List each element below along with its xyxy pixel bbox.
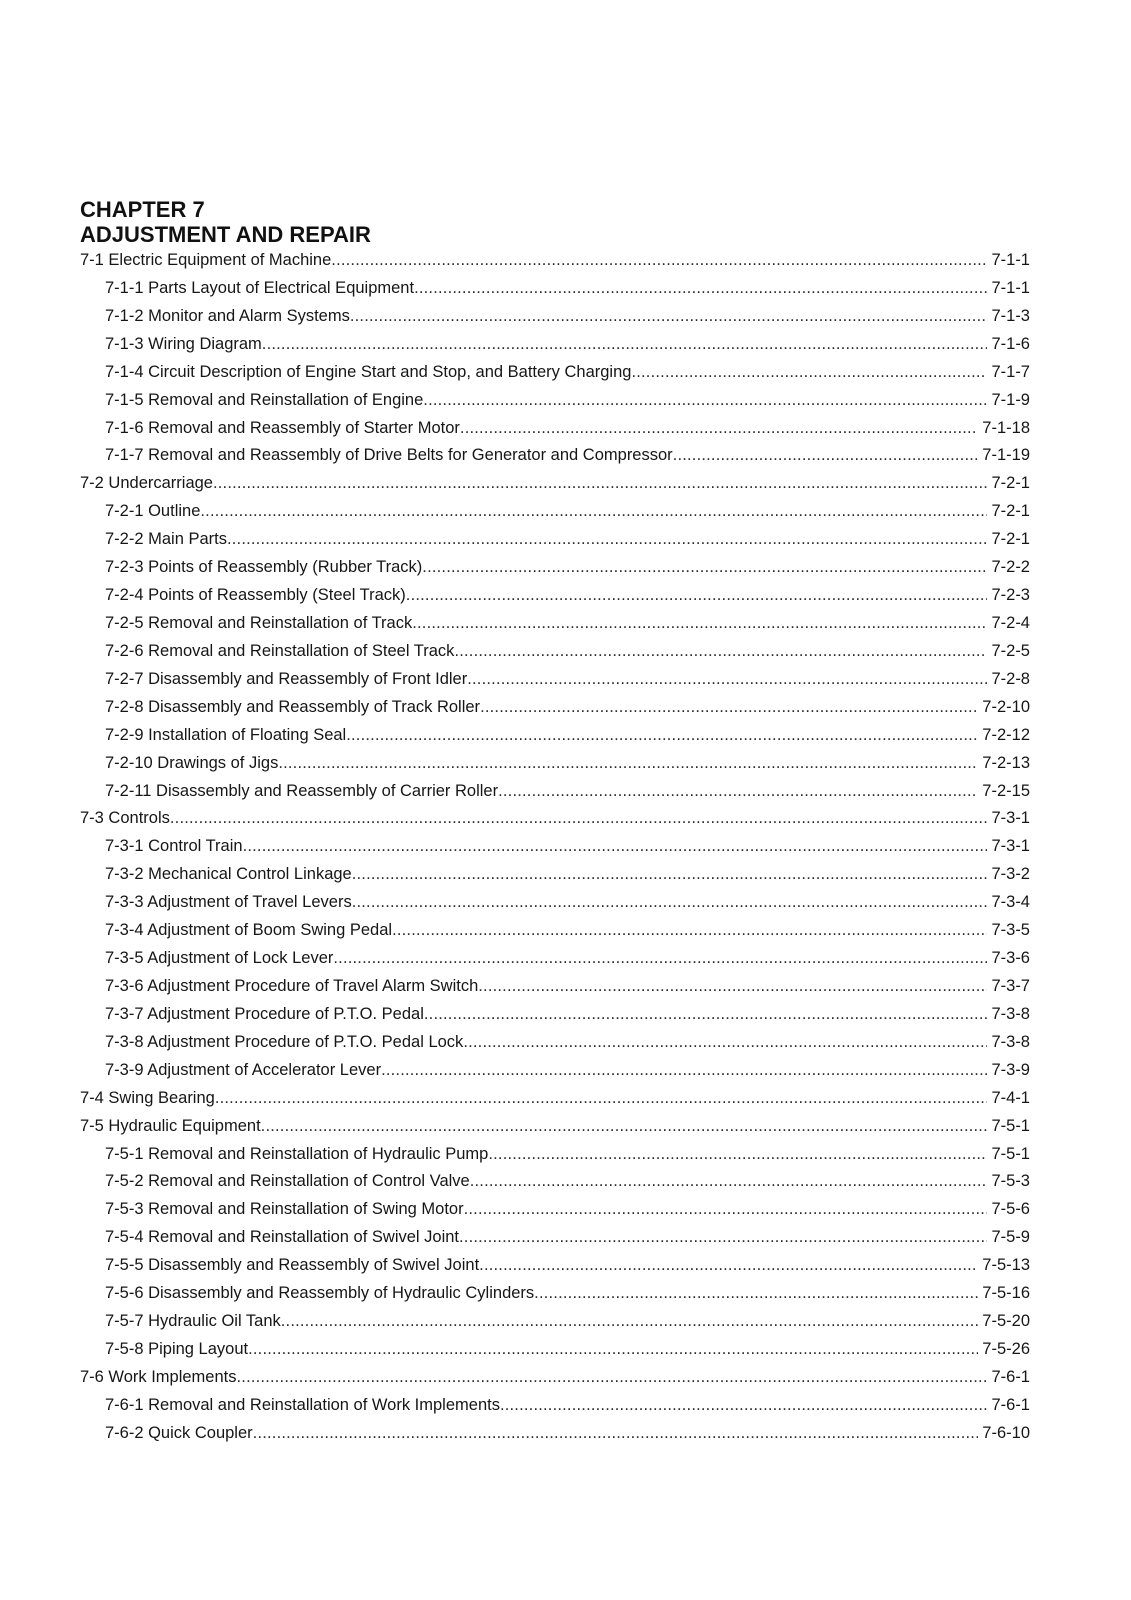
toc-subsection-entry bbox=[80, 778, 1030, 806]
dot-leader bbox=[631, 359, 987, 387]
toc-entry-page-number: 7-2-5 bbox=[991, 641, 1030, 660]
toc-section-entry bbox=[80, 805, 1030, 833]
dot-leader bbox=[500, 1392, 988, 1420]
toc-entry-page-number: 7-6-10 bbox=[982, 1423, 1030, 1442]
toc-entry-title: 7-6 Work Implements bbox=[80, 1367, 237, 1386]
toc-entry-page-number: 7-5-26 bbox=[982, 1339, 1030, 1358]
toc-section-entry bbox=[80, 247, 1030, 275]
toc-entry-title: 7-5-2 Removal and Reinstallation of Control Valve bbox=[105, 1172, 470, 1191]
dot-leader bbox=[534, 1280, 978, 1308]
toc-subsection-entry bbox=[80, 973, 1030, 1001]
toc-entry-page-number: 7-2-12 bbox=[982, 725, 1030, 744]
toc-entry-page-number: 7-2-1 bbox=[991, 530, 1030, 549]
dot-leader bbox=[424, 1001, 988, 1029]
toc-entry-title: 7-3-8 Adjustment Procedure of P.T.O. Pedal Lock bbox=[105, 1032, 464, 1051]
toc-entry-title: 7-1-6 Removal and Reassembly of Starter Motor bbox=[105, 418, 460, 437]
toc-subsection-entry bbox=[80, 442, 1030, 470]
toc-entry-page-number: 7-1-9 bbox=[991, 390, 1030, 409]
dot-leader bbox=[213, 470, 987, 498]
toc-subsection-entry bbox=[80, 945, 1030, 973]
toc-subsection-entry bbox=[80, 861, 1030, 889]
toc-entry-page-number: 7-2-1 bbox=[991, 502, 1030, 521]
toc-section-entry bbox=[80, 1364, 1030, 1392]
toc-entry-page-number: 7-3-9 bbox=[991, 1060, 1030, 1079]
toc-subsection-entry bbox=[80, 1336, 1030, 1364]
dot-leader bbox=[331, 247, 987, 275]
dot-leader bbox=[459, 1224, 987, 1252]
toc-entry-title: 7-5-8 Piping Layout bbox=[105, 1339, 249, 1358]
toc-entry-page-number: 7-2-15 bbox=[982, 781, 1030, 800]
toc-entry-title: 7-1 Electric Equipment of Machine bbox=[80, 251, 332, 269]
dot-leader bbox=[243, 833, 988, 861]
toc-entry-page-number: 7-5-13 bbox=[982, 1256, 1030, 1275]
toc-entry-title: 7-3-1 Control Train bbox=[105, 837, 243, 856]
toc-entry-page-number: 7-3-2 bbox=[991, 865, 1030, 884]
toc-entry-title: 7-5 Hydraulic Equipment bbox=[80, 1116, 261, 1135]
toc-entry-page-number: 7-2-10 bbox=[982, 697, 1030, 716]
toc-entry-page-number: 7-5-20 bbox=[982, 1312, 1030, 1331]
toc-entry-page-number: 7-6-1 bbox=[991, 1367, 1030, 1386]
toc-entry-title: 7-5-3 Removal and Reinstallation of Swing Motor bbox=[105, 1200, 464, 1219]
toc-entry-page-number: 7-6-1 bbox=[991, 1395, 1030, 1414]
toc-entry-title: 7-6-2 Quick Coupler bbox=[105, 1423, 253, 1442]
toc-subsection-entry bbox=[80, 750, 1030, 778]
toc-entry-page-number: 7-5-6 bbox=[991, 1200, 1030, 1219]
toc-subsection-entry bbox=[80, 1196, 1030, 1224]
toc-entry-title: 7-3-6 Adjustment Procedure of Travel Alarm Switch bbox=[105, 976, 479, 995]
dot-leader bbox=[464, 1196, 988, 1224]
toc-subsection-entry bbox=[80, 833, 1030, 861]
toc-entry-page-number: 7-5-3 bbox=[991, 1172, 1030, 1191]
toc-subsection-entry bbox=[80, 1224, 1030, 1252]
toc-entry-page-number: 7-1-1 bbox=[991, 251, 1030, 269]
toc-entry-page-number: 7-3-8 bbox=[991, 1004, 1030, 1023]
toc-entry-page-number: 7-3-8 bbox=[991, 1032, 1030, 1051]
toc-subsection-entry bbox=[80, 331, 1030, 359]
toc-entry-page-number: 7-5-16 bbox=[982, 1284, 1030, 1303]
toc-subsection-entry bbox=[80, 694, 1030, 722]
toc-entry-title: 7-2-11 Disassembly and Reassembly of Carrier Roller bbox=[105, 781, 499, 800]
toc-subsection-entry bbox=[80, 1308, 1030, 1336]
toc-entry-title: 7-2 Undercarriage bbox=[80, 474, 213, 493]
toc-entry-page-number: 7-3-1 bbox=[991, 809, 1030, 828]
dot-leader bbox=[227, 526, 988, 554]
dot-leader bbox=[262, 331, 988, 359]
toc-section-entry bbox=[80, 470, 1030, 498]
toc-entry-page-number: 7-3-1 bbox=[991, 837, 1030, 856]
toc-subsection-entry bbox=[80, 303, 1030, 331]
table-of-contents-page bbox=[80, 197, 1030, 1448]
dot-leader bbox=[414, 275, 987, 303]
dot-leader bbox=[498, 778, 978, 806]
toc-subsection-entry bbox=[80, 1280, 1030, 1308]
dot-leader bbox=[470, 1168, 988, 1196]
toc-entry-title: 7-1-4 Circuit Description of Engine Start and Stop, and Battery Charging bbox=[105, 362, 632, 381]
dot-leader bbox=[423, 387, 987, 415]
toc-entry-title: 7-3-2 Mechanical Control Linkage bbox=[105, 865, 352, 884]
toc-entry-title: 7-5-7 Hydraulic Oil Tank bbox=[105, 1312, 281, 1331]
dot-leader bbox=[200, 498, 987, 526]
dot-leader bbox=[278, 750, 978, 778]
dot-leader bbox=[467, 666, 987, 694]
dot-leader bbox=[392, 917, 987, 945]
toc-entry-page-number: 7-1-18 bbox=[982, 418, 1030, 437]
toc-section-entry bbox=[80, 1085, 1030, 1113]
dot-leader bbox=[454, 638, 987, 666]
toc-entry-title: 7-3-3 Adjustment of Travel Levers bbox=[105, 893, 352, 912]
toc-entry-title: 7-5-6 Disassembly and Reassembly of Hydraulic Cylinders bbox=[105, 1284, 535, 1303]
toc-subsection-entry bbox=[80, 666, 1030, 694]
toc-entry-title: 7-2-5 Removal and Reinstallation of Track bbox=[105, 613, 413, 632]
toc-section-entry bbox=[80, 1113, 1030, 1141]
dot-leader bbox=[381, 1057, 987, 1085]
toc-entry-title: 7-3-7 Adjustment Procedure of P.T.O. Pedal bbox=[105, 1004, 424, 1023]
toc-subsection-entry bbox=[80, 387, 1030, 415]
toc-entry-title: 7-3-4 Adjustment of Boom Swing Pedal bbox=[105, 921, 393, 940]
toc-subsection-entry bbox=[80, 722, 1030, 750]
toc-list bbox=[80, 247, 1030, 1448]
toc-subsection-entry bbox=[80, 1168, 1030, 1196]
toc-entry-title: 7-5-1 Removal and Reinstallation of Hydraulic Pump bbox=[105, 1144, 489, 1163]
toc-entry-page-number: 7-1-7 bbox=[991, 362, 1030, 381]
toc-entry-page-number: 7-2-1 bbox=[991, 474, 1030, 493]
dot-leader bbox=[463, 1029, 987, 1057]
toc-subsection-entry bbox=[80, 638, 1030, 666]
toc-subsection-entry bbox=[80, 498, 1030, 526]
dot-leader bbox=[281, 1308, 979, 1336]
toc-entry-title: 7-1-5 Removal and Reinstallation of Engine bbox=[105, 390, 424, 409]
toc-entry-page-number: 7-5-9 bbox=[991, 1228, 1030, 1247]
toc-subsection-entry bbox=[80, 526, 1030, 554]
toc-entry-title: 7-2-6 Removal and Reinstallation of Steel Track bbox=[105, 641, 455, 660]
toc-entry-page-number: 7-2-13 bbox=[982, 753, 1030, 772]
dot-leader bbox=[406, 582, 988, 610]
toc-subsection-entry bbox=[80, 1141, 1030, 1169]
toc-entry-title: 7-3-5 Adjustment of Lock Lever bbox=[105, 949, 334, 968]
dot-leader bbox=[170, 805, 988, 833]
toc-subsection-entry bbox=[80, 1392, 1030, 1420]
toc-entry-title: 7-2-9 Installation of Floating Seal bbox=[105, 725, 347, 744]
toc-subsection-entry bbox=[80, 917, 1030, 945]
toc-entry-page-number: 7-4-1 bbox=[991, 1088, 1030, 1107]
toc-entry-page-number: 7-3-4 bbox=[991, 893, 1030, 912]
dot-leader bbox=[480, 694, 978, 722]
toc-entry-title: 7-3 Controls bbox=[80, 809, 170, 828]
dot-leader bbox=[261, 1113, 988, 1141]
toc-entry-title: 7-1-3 Wiring Diagram bbox=[105, 334, 262, 353]
toc-entry-page-number: 7-5-1 bbox=[991, 1144, 1030, 1163]
toc-entry-page-number: 7-2-2 bbox=[991, 558, 1030, 577]
dot-leader bbox=[352, 861, 988, 889]
dot-leader bbox=[422, 554, 987, 582]
dot-leader bbox=[352, 889, 988, 917]
chapter-number: CHAPTER 7 bbox=[80, 197, 205, 222]
toc-subsection-entry bbox=[80, 415, 1030, 443]
dot-leader bbox=[215, 1085, 988, 1113]
toc-subsection-entry bbox=[80, 359, 1030, 387]
toc-subsection-entry bbox=[80, 1001, 1030, 1029]
toc-subsection-entry bbox=[80, 582, 1030, 610]
toc-entry-title: 7-2-1 Outline bbox=[105, 502, 201, 521]
toc-entry-page-number: 7-2-3 bbox=[991, 586, 1030, 605]
chapter-title: ADJUSTMENT AND REPAIR bbox=[80, 222, 371, 247]
toc-subsection-entry bbox=[80, 275, 1030, 303]
toc-subsection-entry bbox=[80, 889, 1030, 917]
toc-entry-page-number: 7-3-7 bbox=[991, 976, 1030, 995]
toc-entry-title: 7-6-1 Removal and Reinstallation of Work Implements bbox=[105, 1395, 500, 1414]
toc-subsection-entry bbox=[80, 610, 1030, 638]
toc-entry-title: 7-2-3 Points of Reassembly (Rubber Track) bbox=[105, 558, 423, 577]
toc-entry-page-number: 7-1-1 bbox=[991, 278, 1030, 297]
toc-entry-page-number: 7-2-4 bbox=[991, 613, 1030, 632]
toc-entry-page-number: 7-1-6 bbox=[991, 334, 1030, 353]
toc-entry-page-number: 7-2-8 bbox=[991, 669, 1030, 688]
toc-subsection-entry bbox=[80, 554, 1030, 582]
toc-entry-title: 7-5-4 Removal and Reinstallation of Swivel Joint bbox=[105, 1228, 460, 1247]
dot-leader bbox=[248, 1336, 978, 1364]
dot-leader bbox=[346, 722, 978, 750]
toc-entry-title: 7-3-9 Adjustment of Accelerator Lever bbox=[105, 1060, 382, 1079]
toc-entry-title: 7-2-8 Disassembly and Reassembly of Track Roller bbox=[105, 697, 481, 716]
toc-entry-title: 7-2-7 Disassembly and Reassembly of Front Idler bbox=[105, 669, 468, 688]
chapter-heading bbox=[80, 197, 1030, 247]
toc-subsection-entry bbox=[80, 1420, 1030, 1448]
toc-entry-page-number: 7-1-3 bbox=[991, 306, 1030, 325]
dot-leader bbox=[488, 1141, 987, 1169]
toc-entry-title: 7-2-4 Points of Reassembly (Steel Track) bbox=[105, 586, 406, 605]
toc-entry-page-number: 7-3-6 bbox=[991, 949, 1030, 968]
toc-entry-title: 7-5-5 Disassembly and Reassembly of Swivel Joint bbox=[105, 1256, 480, 1275]
dot-leader bbox=[333, 945, 987, 973]
dot-leader bbox=[237, 1364, 988, 1392]
toc-entry-title: 7-1-7 Removal and Reassembly of Drive Belts for Generator and Compressor bbox=[105, 446, 673, 465]
dot-leader bbox=[460, 415, 978, 443]
toc-entry-page-number: 7-5-1 bbox=[991, 1116, 1030, 1135]
toc-subsection-entry bbox=[80, 1252, 1030, 1280]
dot-leader bbox=[673, 442, 979, 470]
toc-entry-page-number: 7-1-19 bbox=[982, 446, 1030, 465]
toc-entry-page-number: 7-3-5 bbox=[991, 921, 1030, 940]
toc-entry-title: 7-2-2 Main Parts bbox=[105, 530, 227, 549]
dot-leader bbox=[412, 610, 987, 638]
dot-leader bbox=[478, 973, 987, 1001]
dot-leader bbox=[479, 1252, 978, 1280]
toc-subsection-entry bbox=[80, 1029, 1030, 1057]
toc-entry-title: 7-1-2 Monitor and Alarm Systems bbox=[105, 306, 350, 325]
toc-entry-title: 7-2-10 Drawings of Jigs bbox=[105, 753, 279, 772]
dot-leader bbox=[350, 303, 988, 331]
toc-entry-title: 7-1-1 Parts Layout of Electrical Equipment bbox=[105, 278, 415, 297]
dot-leader bbox=[253, 1420, 979, 1448]
toc-subsection-entry bbox=[80, 1057, 1030, 1085]
toc-entry-title: 7-4 Swing Bearing bbox=[80, 1088, 215, 1107]
